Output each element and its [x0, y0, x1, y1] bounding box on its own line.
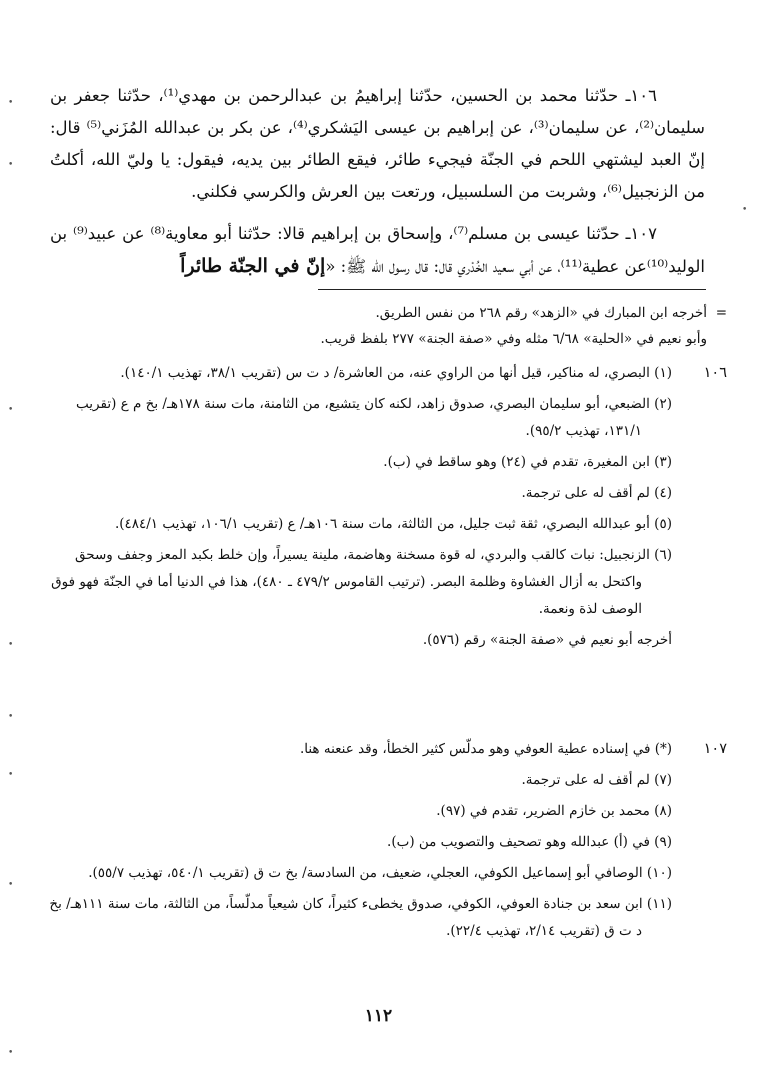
scan-speck: • — [8, 98, 14, 108]
footnote-list — [47, 360, 672, 654]
footnotes-106 — [47, 360, 727, 658]
footnote: (*) في إسناده عطية العوفي وهو مدلّس كثير الخطأ، وقد عنعنه هنا. — [299, 741, 672, 757]
scan-speck: • — [8, 880, 14, 890]
hadith-107-text: ١٠٧ـ حدّثنا عيسى بن مسلم⁽⁷⁾، وإسحاق بن إبراهيم قالا: حدّثنا أبو معاوية⁽⁸⁾ عن عبيد⁽⁹⁾ بن الوليد⁽¹⁰⁾عن عطية⁽¹¹⁾، عن أبي سعيد الخُدْري قال: قال رسول الله ﷺ: « — [50, 224, 705, 276]
footnote: (٨) محمد بن خازم الضرير، تقدم في (٩٧). — [436, 803, 672, 819]
hadith-106: ١٠٦ـ حدّثنا محمد بن الحسين، حدّثنا إبراهيمُ بن عبدالرحمن بن مهدي⁽¹⁾، حدّثنا جعفر بن سليمان⁽²⁾، عن سليمان⁽³⁾، عن إبراهيم بن عيسى اليَشكري⁽⁴⁾، عن بكر بن عبدالله المُزَني⁽⁵⁾ قال: إنّ العبد ليشتهي اللحم في الجنّة فيجيء طائر، فيقع الطائر بين يديه، فيقول: يا وليّ الله، أكلتُ من الزنجبيل⁽⁶⁾، وشربت من السلسبيل، ورتعت بين العرش والكرسي فكلني. — [50, 86, 705, 201]
hadith-107 — [50, 218, 705, 283]
footnote: (٤) لم أقف له على ترجمة. — [521, 485, 672, 501]
footnote: (٧) لم أقف له على ترجمة. — [521, 772, 672, 788]
main-text — [50, 80, 705, 293]
footnote-separator — [318, 289, 706, 290]
footnote: (١١) ابن سعد بن جنادة العوفي، الكوفي، صدوق يخطىء كثيراً، كان شيعياً مدلّساً، من الثالثة، مات سنة ١١١هـ/ بخ د ت ق (تقريب ٢/١٤، تهذيب ٢٢/٤). — [49, 896, 672, 939]
continued-note-line — [47, 300, 727, 326]
scan-speck: • — [8, 1048, 14, 1058]
footnotes-107 — [47, 736, 727, 949]
scan-speck: • — [8, 712, 14, 722]
footnote: (٩) في (أ) عبدالله وهو تصحيف والتصويب من (ب). — [387, 834, 672, 850]
scan-speck: • — [742, 205, 748, 215]
scan-speck: • — [8, 770, 14, 780]
continued-mark: = — [715, 305, 727, 321]
page-number: ١١٢ — [364, 1006, 393, 1026]
scan-speck: • — [8, 405, 14, 415]
footnote-list — [47, 736, 672, 945]
scan-speck: • — [8, 160, 14, 170]
footnote: (١) البصري، له مناكير، قيل أنها من الراوي عنه، من العاشرة/ د ت س (تقريب ٣٨/١، تهذيب ١٤٠/١). — [120, 365, 672, 381]
continued-note-text: أخرجه ابن المبارك في «الزهد» رقم ٢٦٨ من نفس الطريق. — [375, 305, 707, 321]
scan-speck: • — [8, 640, 14, 650]
footnote: (٥) أبو عبدالله البصري، ثقة ثبت جليل، من الثالثة، مات سنة ١٠٦هـ/ ع (تقريب ١٠٦/١، تهذيب ٤٨٤/١). — [114, 516, 672, 532]
hadith-107-emphasis: إنّ في الجنّة طائراً — [180, 255, 326, 277]
footnote: (٢) الضبعي، أبو سليمان البصري، صدوق زاهد، لكنه كان يتشيع، من الثامنة، مات سنة ١٧٨هـ/ بخ م ع (تقريب ١٣١/١، تهذيب ٩٥/٢). — [76, 396, 672, 439]
footnote: (٦) الزنجبيل: نبات كالقب والبردي، له قوة مسخنة وهاضمة، ملينة يسيراً، وإن خلط بكبد المعز وجفف وسحق واكتحل به أزال الغشاوة وظلمة البصر. (ترتيب القاموس ٤٧٩/٢ ـ ٤٨٠)، هذا في الدنيا أما في الجنّة فهو فوق الوصف لذة ونعمة. — [51, 547, 672, 617]
continued-note-line — [47, 326, 727, 352]
footnote-group-number: ١٠٦ — [703, 365, 727, 381]
footnote: (٣) ابن المغيرة، تقدم في (٢٤) وهو ساقط في (ب). — [383, 454, 672, 470]
continued-note-text: وأبو نعيم في «الحلية» ٦/٦٨ مثله وفي «صفة الجنة» ٢٧٧ بلفظ قريب. — [320, 331, 707, 347]
continued-footnote — [47, 300, 727, 352]
footnote-source: أخرجه أبو نعيم في «صفة الجنة» رقم (٥٧٦). — [422, 632, 672, 648]
footnote-group-number: ١٠٧ — [703, 741, 727, 757]
footnote: (١٠) الوصافي أبو إسماعيل الكوفي، العجلي، ضعيف، من السادسة/ بخ ت ق (تقريب ٥٤٠/١، تهذيب ٥٥/٧). — [88, 865, 672, 881]
